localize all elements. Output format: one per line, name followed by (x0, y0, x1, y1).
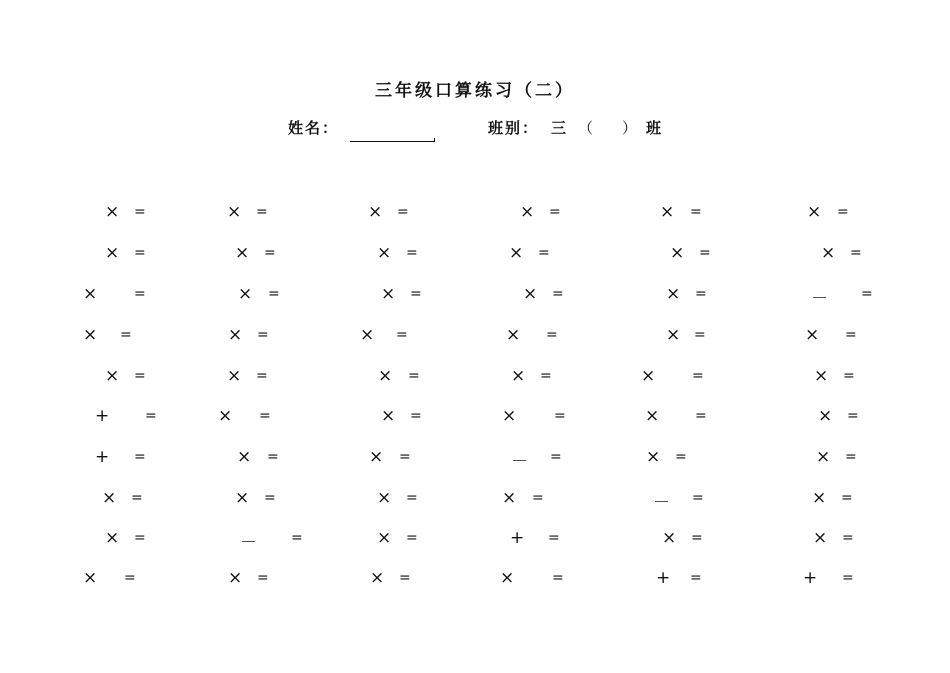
problem-equals: = (841, 490, 853, 506)
problem-operator: + (656, 568, 671, 588)
problem-equals: = (259, 408, 271, 424)
problem-equals: = (847, 408, 859, 424)
class-label: 班别： (488, 119, 540, 137)
problem-equals: = (145, 408, 157, 424)
problem-operator: × (228, 568, 243, 588)
problem-operator: × (646, 447, 661, 467)
problem-operator: × (506, 325, 521, 345)
problem-operator: × (662, 528, 677, 548)
problem-equals: = (268, 286, 280, 302)
problem-operator: × (377, 243, 392, 263)
problem-operator: － (240, 533, 257, 553)
problem-operator: × (520, 202, 535, 222)
problem-equals: = (264, 490, 276, 506)
problem-operator: － (811, 289, 828, 309)
problem-equals: = (552, 570, 564, 586)
problem-equals: = (548, 530, 560, 546)
problem-operator: × (377, 528, 392, 548)
problem-equals: = (131, 490, 143, 506)
problem-equals: = (267, 449, 279, 465)
problem-operator: × (502, 406, 517, 426)
problem-operator: × (368, 202, 383, 222)
problem-operator: × (238, 284, 253, 304)
problem-operator: × (502, 488, 517, 508)
problem-equals: = (549, 204, 561, 220)
problem-equals: = (397, 204, 409, 220)
name-label: 姓名： (288, 119, 340, 137)
problem-operator: × (818, 406, 833, 426)
problem-equals: = (134, 286, 146, 302)
problem-equals: = (690, 204, 702, 220)
problem-equals: = (410, 408, 422, 424)
class-paren-close: ） (622, 119, 640, 137)
problem-operator: × (666, 325, 681, 345)
problem-equals: = (396, 327, 408, 343)
class-suffix: 班 (646, 119, 664, 137)
problem-equals: = (532, 490, 544, 506)
problem-equals: = (257, 570, 269, 586)
problem-operator: × (370, 568, 385, 588)
problem-operator: × (816, 447, 831, 467)
problem-operator: × (235, 488, 250, 508)
problem-equals: = (134, 204, 146, 220)
problem-operator: × (666, 284, 681, 304)
problem-equals: = (843, 368, 855, 384)
problem-operator: × (805, 325, 820, 345)
problem-equals: = (134, 449, 146, 465)
problem-operator: × (377, 488, 392, 508)
problem-equals: = (845, 449, 857, 465)
problem-operator: × (641, 366, 656, 386)
problem-operator: × (105, 366, 120, 386)
problem-operator: × (821, 243, 836, 263)
problem-operator: × (102, 488, 117, 508)
problem-equals: = (410, 286, 422, 302)
problem-operator: － (653, 493, 670, 513)
problem-equals: = (406, 530, 418, 546)
problem-operator: × (381, 406, 396, 426)
problem-operator: × (105, 528, 120, 548)
problem-equals: = (399, 449, 411, 465)
problem-operator: × (218, 406, 233, 426)
problem-equals: = (691, 530, 703, 546)
problem-operator: + (95, 447, 110, 467)
problem-equals: = (264, 245, 276, 261)
problem-equals: = (550, 449, 562, 465)
problem-operator: × (228, 325, 243, 345)
problem-equals: = (850, 245, 862, 261)
problem-equals: = (554, 408, 566, 424)
problem-operator: × (381, 284, 396, 304)
problem-operator: × (235, 243, 250, 263)
problem-operator: + (510, 528, 525, 548)
problem-operator: × (83, 325, 98, 345)
problem-operator: + (803, 568, 818, 588)
problem-operator: × (670, 243, 685, 263)
problem-equals: = (842, 570, 854, 586)
problem-equals: = (694, 327, 706, 343)
problem-equals: = (837, 204, 849, 220)
problem-operator: × (500, 568, 515, 588)
problem-operator: × (807, 202, 822, 222)
problem-equals: = (695, 286, 707, 302)
problem-equals: = (692, 490, 704, 506)
problem-equals: = (291, 530, 303, 546)
problem-operator: － (511, 452, 528, 472)
problem-operator: × (227, 202, 242, 222)
problem-operator: × (83, 284, 98, 304)
problem-equals: = (408, 368, 420, 384)
problem-equals: = (690, 570, 702, 586)
class-paren-open: （ (578, 119, 596, 137)
problem-equals: = (861, 286, 873, 302)
problem-operator: × (105, 202, 120, 222)
problem-equals: = (399, 570, 411, 586)
problem-operator: × (523, 284, 538, 304)
problem-equals: = (134, 530, 146, 546)
problem-equals: = (845, 327, 857, 343)
problem-equals: = (120, 327, 132, 343)
problem-equals: = (552, 286, 564, 302)
problem-operator: + (95, 406, 110, 426)
problem-equals: = (540, 368, 552, 384)
problem-equals: = (406, 490, 418, 506)
problem-operator: × (813, 528, 828, 548)
problem-operator: × (369, 447, 384, 467)
problem-operator: × (105, 243, 120, 263)
problem-operator: × (237, 447, 252, 467)
problem-operator: × (814, 366, 829, 386)
problem-equals: = (699, 245, 711, 261)
problem-equals: = (695, 408, 707, 424)
problem-equals: = (406, 245, 418, 261)
problem-equals: = (675, 449, 687, 465)
problem-operator: × (509, 243, 524, 263)
problem-operator: × (812, 488, 827, 508)
page-title: 三年级口算练习（二） (375, 81, 575, 101)
problem-operator: × (360, 325, 375, 345)
problem-equals: = (256, 204, 268, 220)
problem-equals: = (692, 368, 704, 384)
problem-operator: × (378, 366, 393, 386)
problem-operator: × (511, 366, 526, 386)
problem-operator: × (227, 366, 242, 386)
problem-equals: = (257, 327, 269, 343)
problem-equals: = (256, 368, 268, 384)
problem-operator: × (83, 568, 98, 588)
problem-equals: = (546, 327, 558, 343)
problem-equals: = (134, 368, 146, 384)
class-grade: 三 (551, 119, 569, 137)
problem-equals: = (842, 530, 854, 546)
problem-equals: = (134, 245, 146, 261)
problem-equals: = (124, 570, 136, 586)
problem-operator: × (645, 406, 660, 426)
problem-operator: × (660, 202, 675, 222)
problem-equals: = (538, 245, 550, 261)
